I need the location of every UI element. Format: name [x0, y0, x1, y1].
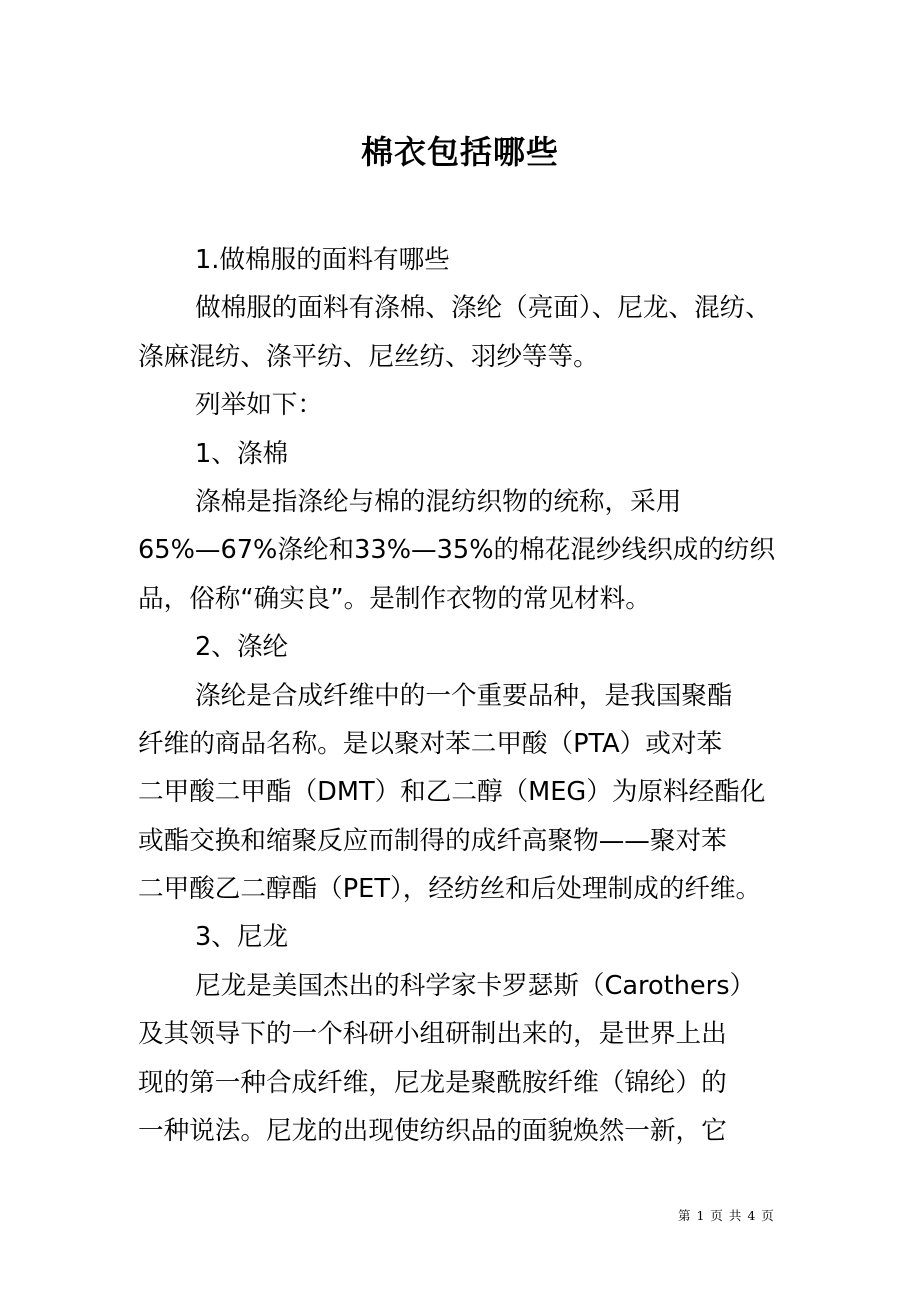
paragraph-line: 做棉服的面料有涤棉、涤纶（亮面）、尼龙、混纺、	[195, 293, 771, 324]
list-heading-3: 3、尼龙	[195, 922, 289, 953]
page-number-footer: 第 1 页 共 4 页	[678, 1208, 775, 1223]
list-heading-2: 2、涤纶	[195, 632, 289, 663]
list-heading-1: 1、涤棉	[195, 438, 289, 469]
paragraph-line: 涤麻混纺、涤平纺、尼丝纺、羽纱等等。	[138, 341, 599, 372]
paragraph-line: 品，俗称“确实良”。是制作衣物的常见材料。	[138, 583, 651, 614]
paragraph-line: 涤棉是指涤纶与棉的混纺织物的统称，采用	[195, 486, 682, 517]
paragraph-line: 尼龙是美国杰出的科学家卡罗瑟斯（Carothers）	[195, 970, 756, 1001]
paragraph-line: 纤维的商品名称。是以聚对苯二甲酸（PTA）或对苯	[138, 728, 723, 759]
section-heading: 1.做棉服的面料有哪些	[195, 245, 450, 275]
paragraph-line: 二甲酸二甲酯（DMT）和乙二醇（MEG）为原料经酯化	[138, 777, 766, 808]
page-title: 棉衣包括哪些	[360, 133, 559, 171]
paragraph-line: 65%—67%涤纶和33%—35%的棉花混纱线织成的纺织	[138, 535, 776, 566]
paragraph-line: 涤纶是合成纤维中的一个重要品种，是我国聚酯	[195, 680, 733, 711]
paragraph-line: 一种说法。尼龙的出现使纺织品的面貌焕然一新，它	[138, 1116, 727, 1147]
paragraph-line: 现的第一种合成纤维，尼龙是聚酰胺纤维（锦纶）的	[138, 1067, 727, 1098]
document-body	[138, 236, 786, 1155]
paragraph-line: 及其领导下的一个科研小组研制出来的，是世界上出	[138, 1019, 727, 1050]
paragraph-line: 列举如下：	[195, 390, 323, 421]
paragraph-line: 或酯交换和缩聚反应而制得的成纤高聚物——聚对苯	[138, 825, 727, 856]
paragraph-line: 二甲酸乙二醇酯（PET），经纺丝和后处理制成的纤维。	[138, 874, 762, 905]
